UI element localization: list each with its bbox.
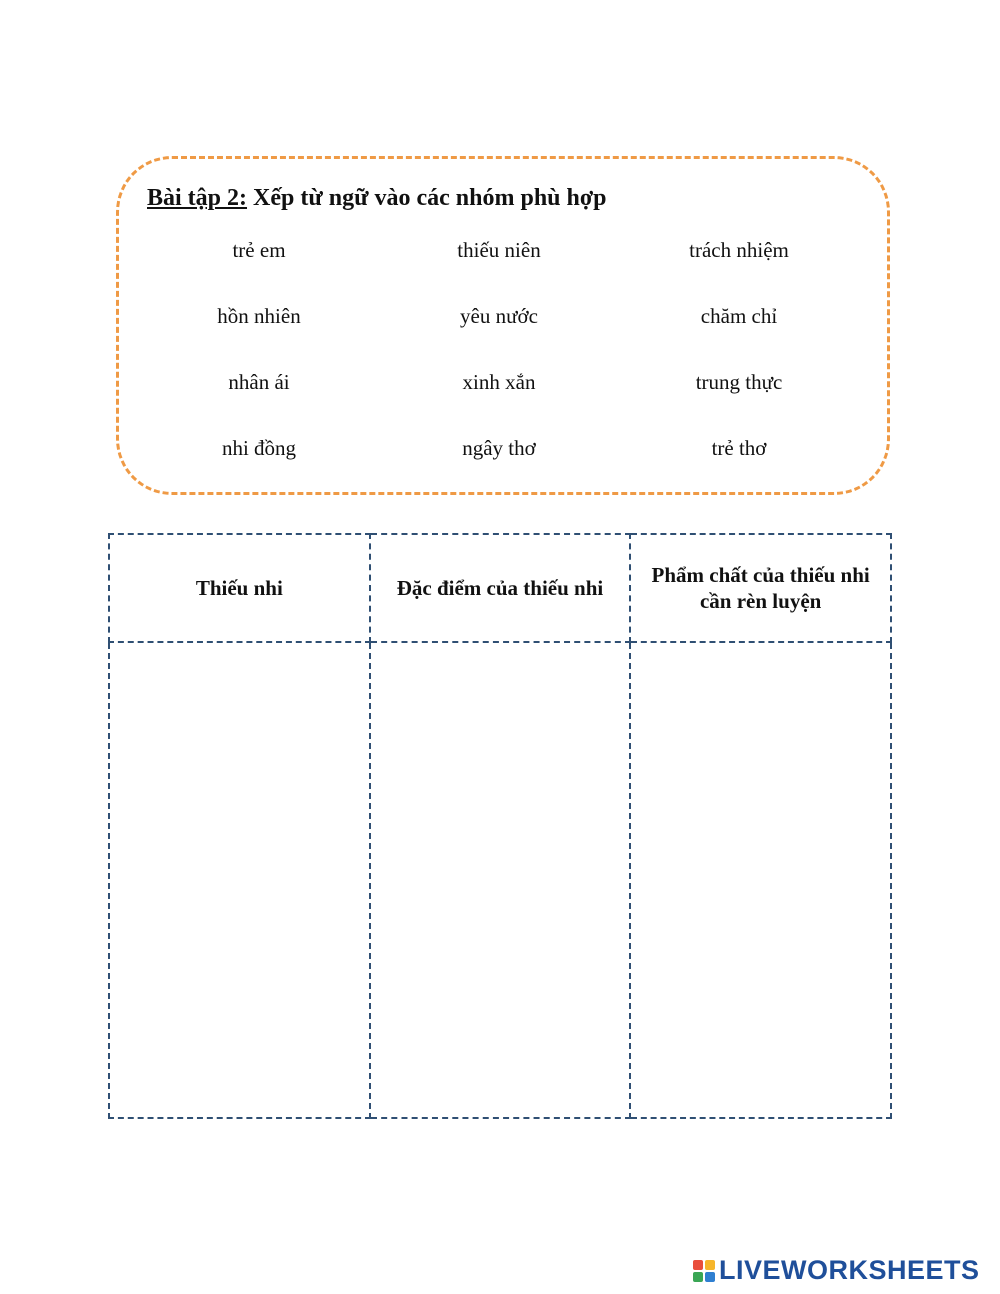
word-row bbox=[139, 299, 859, 365]
word-item[interactable]: xinh xắn bbox=[462, 370, 536, 394]
logo-text: LIVEWORKSHEETS bbox=[719, 1255, 980, 1285]
liveworksheets-logo bbox=[693, 1255, 980, 1286]
word-item[interactable]: thiếu niên bbox=[457, 238, 541, 262]
word-item[interactable]: chăm chỉ bbox=[700, 304, 778, 328]
logo-square-red bbox=[693, 1260, 703, 1270]
header-pham-chat: Phẩm chất của thiếu nhi cần rèn luyện bbox=[630, 534, 891, 642]
table-answer-row bbox=[109, 642, 891, 1118]
word-item[interactable]: nhân ái bbox=[228, 370, 290, 394]
drop-zone-thieu-nhi[interactable] bbox=[109, 642, 370, 1118]
logo-square-yellow bbox=[705, 1260, 715, 1270]
drop-zone-dac-diem[interactable] bbox=[370, 642, 631, 1118]
drop-zone-pham-chat[interactable] bbox=[630, 642, 891, 1118]
word-item[interactable]: hồn nhiên bbox=[217, 304, 301, 328]
word-item[interactable]: trẻ em bbox=[232, 238, 286, 262]
word-item[interactable]: trung thực bbox=[695, 370, 783, 394]
header-thieu-nhi: Thiếu nhi bbox=[109, 534, 370, 642]
exercise-title bbox=[147, 185, 607, 212]
word-item[interactable]: trách nhiệm bbox=[689, 238, 789, 262]
logo-square-green bbox=[693, 1272, 703, 1282]
table-header-row bbox=[109, 534, 891, 642]
word-item[interactable]: nhi đồng bbox=[221, 436, 297, 460]
sorting-table bbox=[108, 533, 892, 1119]
exercise-instruction: Xếp từ ngữ vào các nhóm phù hợp bbox=[247, 185, 607, 211]
word-row bbox=[139, 365, 859, 431]
exercise-label: Bài tập 2: bbox=[147, 185, 248, 211]
word-item[interactable]: yêu nước bbox=[460, 304, 538, 328]
word-item[interactable]: trẻ thơ bbox=[711, 436, 767, 460]
word-grid bbox=[139, 233, 859, 497]
word-row bbox=[139, 431, 859, 497]
header-dac-diem: Đặc điểm của thiếu nhi bbox=[370, 534, 631, 642]
word-item[interactable]: ngây thơ bbox=[462, 436, 536, 460]
logo-square-blue bbox=[705, 1272, 715, 1282]
word-bank-box bbox=[116, 156, 890, 495]
word-row bbox=[139, 233, 859, 299]
logo-icon bbox=[693, 1260, 715, 1282]
